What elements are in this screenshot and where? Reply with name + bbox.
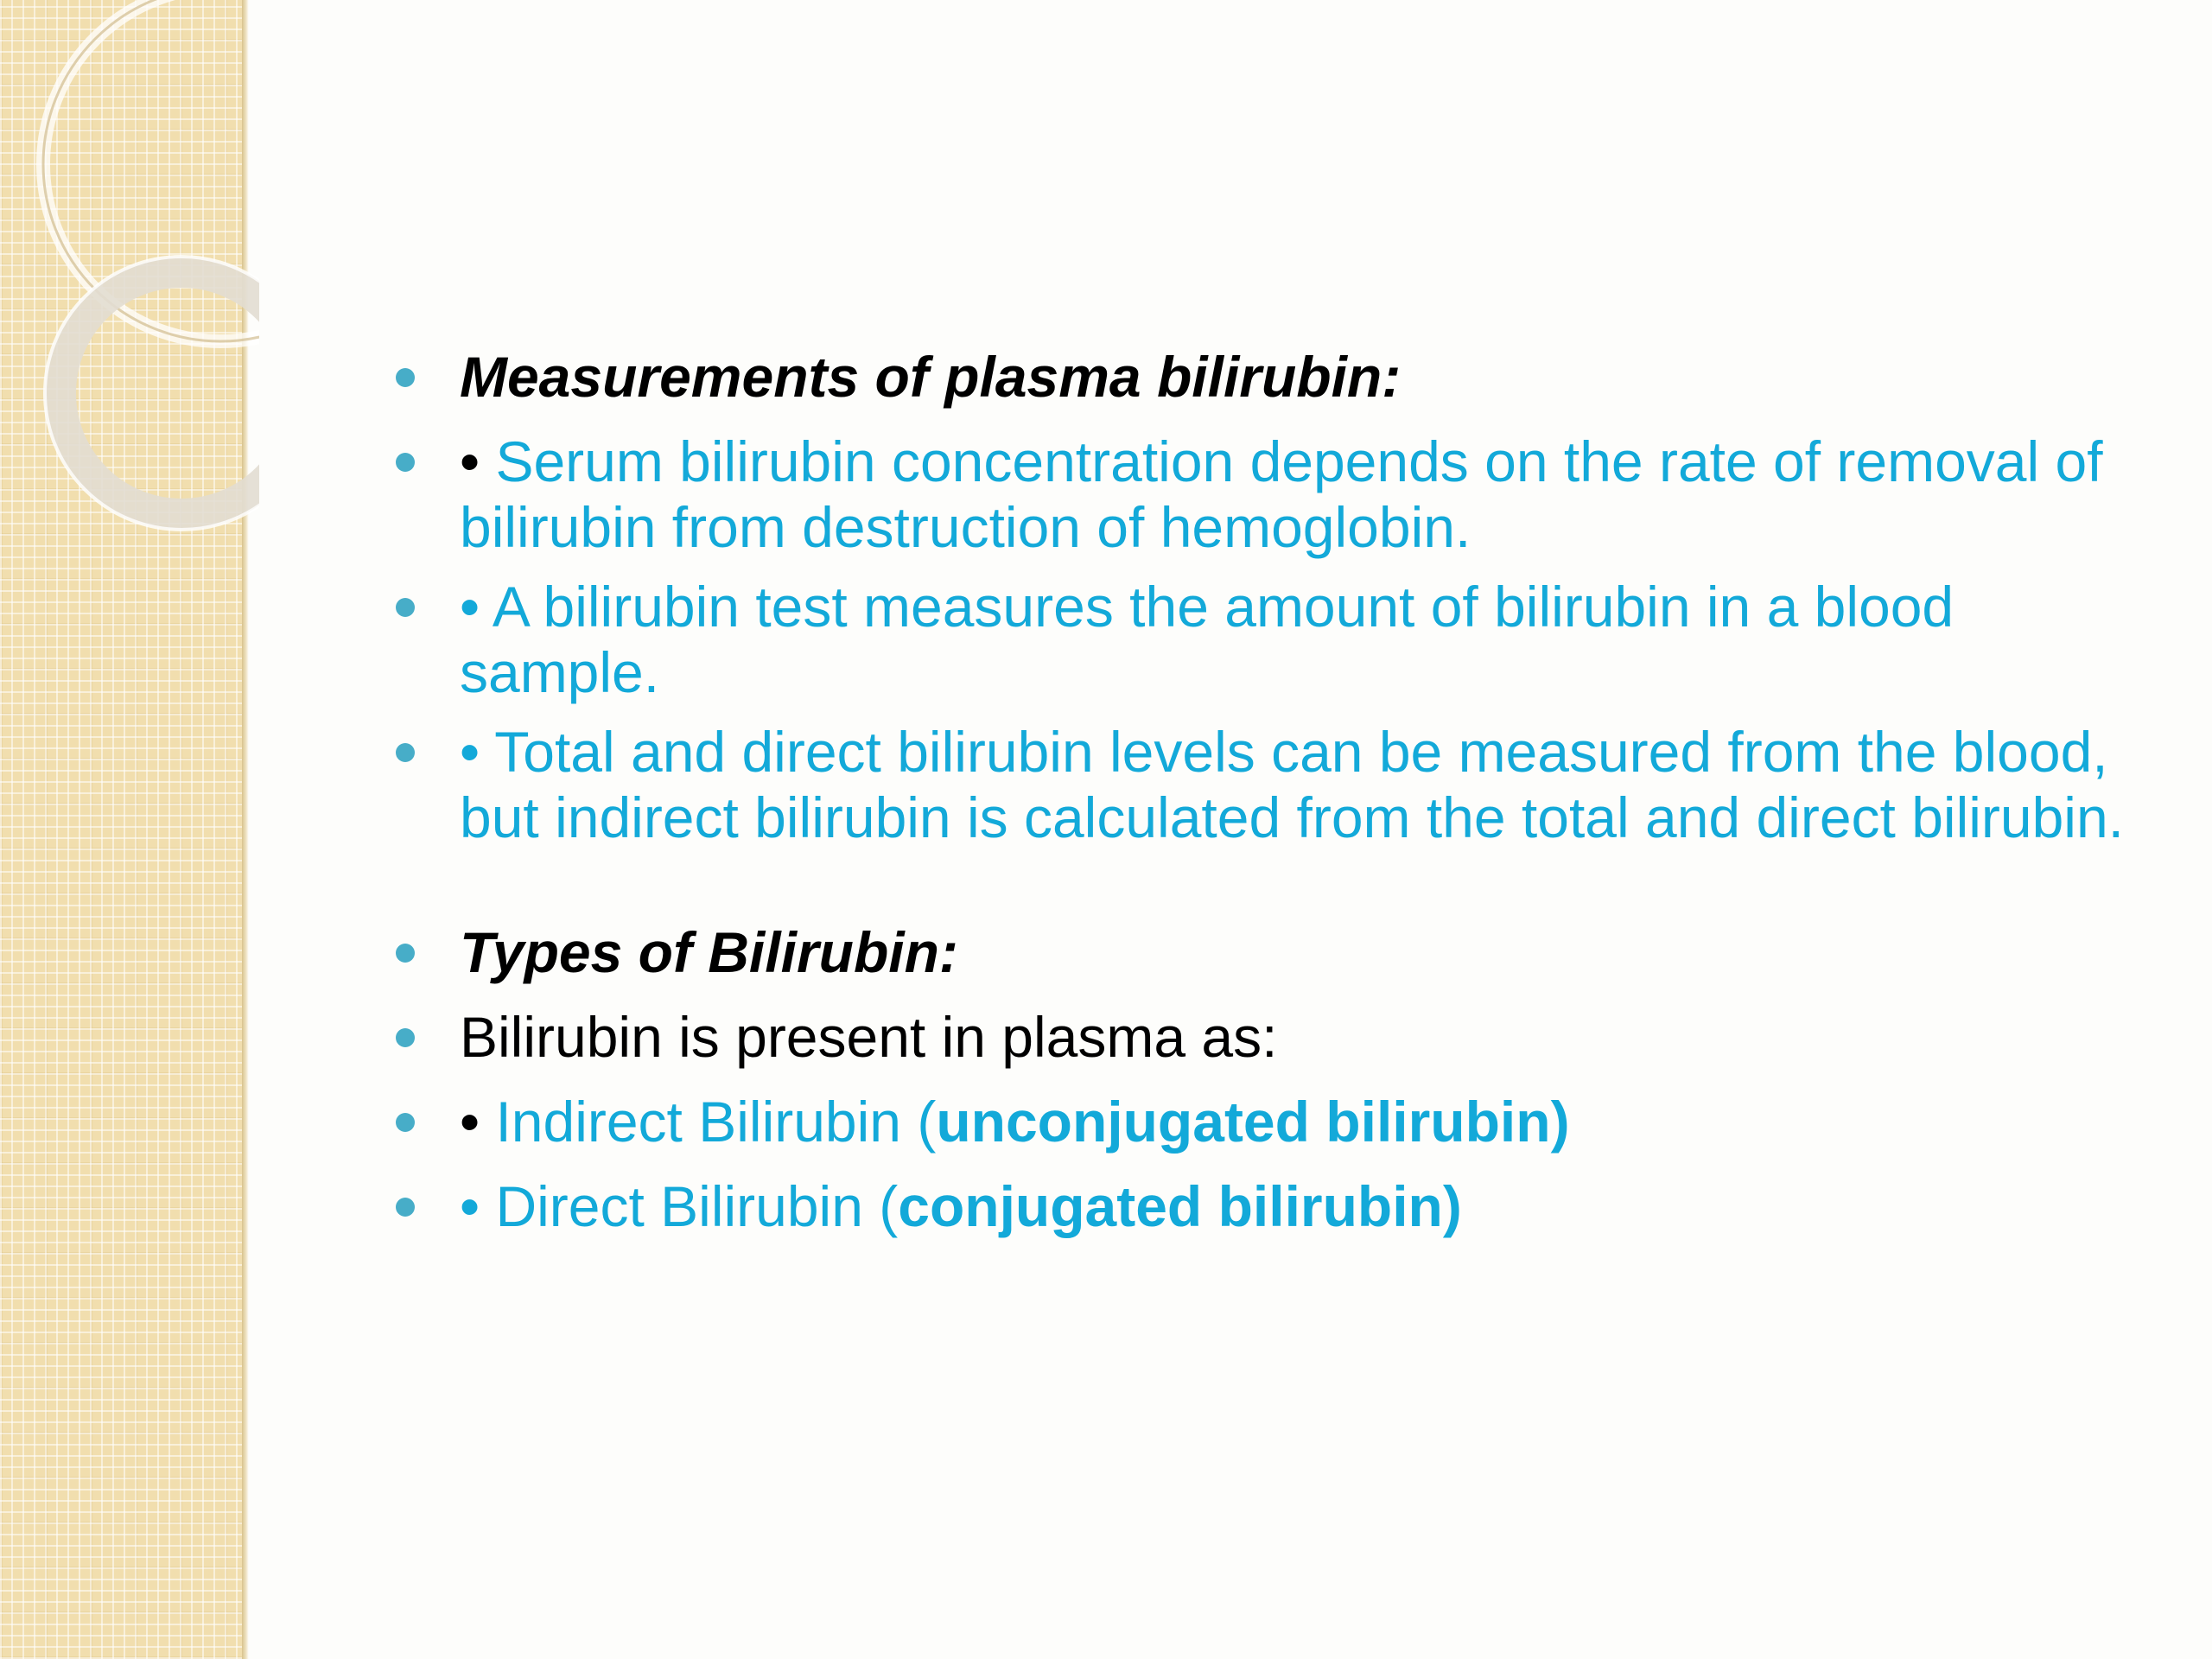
- bullet-text: Serum bilirubin concentration depends on the rate of removal of bilirubin from destruction of hemoglobin.: [460, 429, 2103, 559]
- decorative-rings: [0, 0, 259, 553]
- bullet-heading-measurements: [387, 344, 2167, 410]
- bullet-dot-icon: [396, 1113, 415, 1132]
- bullet-item: [387, 1089, 2167, 1154]
- bullet-dot-icon: [396, 944, 415, 963]
- bullet-item: [387, 574, 2167, 705]
- section-heading: Types of Bilirubin:: [460, 920, 958, 984]
- section-heading: Measurements of plasma bilirubin:: [460, 345, 1402, 409]
- inline-marker: •: [460, 720, 495, 784]
- slide-body: [387, 344, 2167, 1239]
- inline-marker: •: [460, 1174, 496, 1238]
- bullet-text: Total and direct bilirubin levels can be measured from the blood, but indirect bilirubin is calculated from the total and direct bilirubin.: [460, 720, 2124, 849]
- bullet-text: Bilirubin is present in plasma as:: [460, 1005, 1278, 1069]
- bullet-text: A bilirubin test measures the amount of bilirubin in a blood sample.: [460, 575, 1955, 704]
- bullet-dot-icon: [396, 453, 415, 472]
- inline-marker: •: [460, 1090, 496, 1154]
- bullet-emphasis: conjugated bilirubin): [898, 1174, 1462, 1238]
- bullet-dot-icon: [396, 368, 415, 387]
- bullet-dot-icon: [396, 1198, 415, 1217]
- bullet-text: Indirect Bilirubin (: [495, 1090, 937, 1154]
- inline-marker: •: [460, 575, 493, 639]
- bullet-list: [387, 344, 2167, 1239]
- bullet-heading-types: [387, 919, 2167, 985]
- bullet-item: [387, 1004, 2167, 1070]
- bullet-text: Direct Bilirubin (: [495, 1174, 899, 1238]
- bullet-item: [387, 719, 2167, 850]
- inline-marker: •: [460, 429, 496, 493]
- bullet-item: [387, 1173, 2167, 1239]
- bullet-dot-icon: [396, 743, 415, 762]
- bullet-dot-icon: [396, 598, 415, 617]
- bullet-dot-icon: [396, 1028, 415, 1047]
- bullet-item: [387, 429, 2167, 560]
- bullet-emphasis: unconjugated bilirubin): [936, 1090, 1570, 1154]
